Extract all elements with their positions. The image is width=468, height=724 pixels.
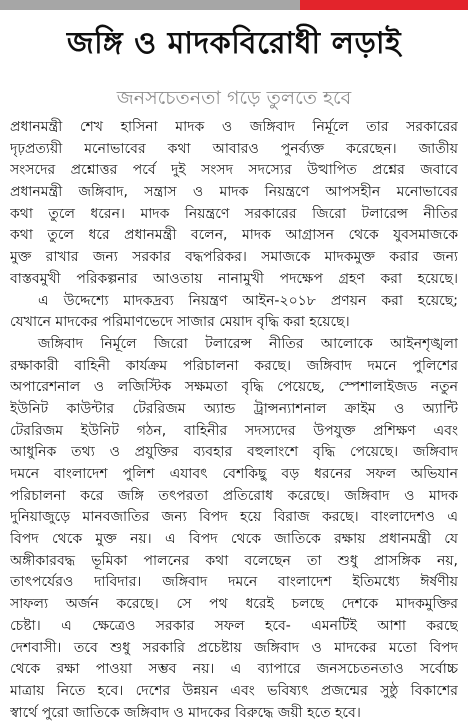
article-body-line: সংসদের প্রশ্নোত্তর পর্বে দুই সংসদ সদস্যের উত্থাপিত প্রশ্নের জবাবে: [10, 162, 458, 179]
article-body-line: মাত্রায় নিতে হবে। দেশের উন্নয়ন এবং ভবিষ্যৎ প্রজন্মের সুষ্ঠু বিকাশের: [10, 682, 458, 699]
article-body-line: আধুনিক তথ্য ও প্রযুক্তির ব্যবহার বহুলাংশে বৃদ্ধি পেয়েছে। জঙ্গিবাদ: [10, 444, 458, 461]
article-body-line: টেররিজম ইউনিট গঠন, বাহিনীর সদস্যদের উপযুক্ত প্রশিক্ষণ এবং: [10, 422, 458, 439]
top-color-bar: [0, 0, 468, 10]
article-body-line: দেশবাসী। তবে শুধু সরকারি প্রচেষ্টায় জঙ্গিবাদ ও মাদকের মতো বিপদ: [10, 639, 458, 656]
article-body-line: তাৎপর্যেরও দাবিদার। জঙ্গিবাদ দমনে বাংলাদেশ ইতিমধ্যে ঈর্ষণীয়: [10, 574, 458, 591]
article-body-line: দমনে বাংলাদেশ পুলিশ এযাবৎ বেশকিছু বড় ধরনের সফল অভিযান: [10, 466, 458, 482]
article-body-line: কথা তুলে ধরেন। মাদক নিয়ন্ত্রণে সরকারের জিরো টলারেন্স নীতির: [10, 205, 458, 222]
top-bar-red-segment: [300, 0, 468, 10]
article-body-line: প্রধানমন্ত্রী শেখ হাসিনা মাদক ও জঙ্গিবাদ নির্মূলে তার সরকারের: [10, 119, 458, 135]
article-body-line: সাফল্য অর্জন করেছে। সে পথ ধরেই চলছে দেশকে মাদকমুক্তির: [10, 596, 458, 613]
article-body-line: দৃঢ়প্রত্যয়ী মনোভাবের কথা আবারও পুনর্ব্যক্ত করেছেন। জাতীয়: [10, 140, 458, 157]
article-body-line: প্রধানমন্ত্রী জঙ্গিবাদ, সন্ত্রাস ও মাদক নিয়ন্ত্রণে আপসহীন মনোভাবের: [10, 184, 458, 201]
article-body: [10, 117, 458, 724]
article-body-line: বিপদ থেকে মুক্ত নয়। এ বিপদ থেকে জাতিকে রক্ষায় প্রধানমন্ত্রী যে: [10, 531, 458, 548]
article-body-line: চেষ্টা। এ ক্ষেত্রেও সরকার সফল হবে- এমনটিই আশা করছে: [10, 617, 458, 634]
article-body-line: থেকে রক্ষা পাওয়া সম্ভব নয়। এ ব্যাপারে জনসচেতনতাও সর্বোচ্চ: [10, 661, 458, 678]
article-body-line: অঙ্গীকারবদ্ধ ভূমিকা পালনের কথা বলেছেন তা শুধু প্রাসঙ্গিক নয়,: [10, 552, 458, 569]
article-body-line: বাস্তবমুখী পরিকল্পনার আওতায় নানামুখী পদক্ষেপ গ্রহণ করা হয়েছে।: [10, 270, 458, 287]
article-body-line: মুক্ত রাখার জন্য সরকার বদ্ধপরিকর। সমাজকে মাদকমুক্ত করার জন্য: [10, 249, 458, 266]
article-body-line: যেখানে মাদকের পরিমাণভেদে সাজার মেয়াদ বৃদ্ধি করা হয়েছে।: [10, 314, 350, 331]
article-body-line: কথা তুলে ধরে প্রধানমন্ত্রী বলেন, মাদক আগ্রাসন থেকে যুবসমাজকে: [10, 227, 458, 244]
article-body-line: অপারেশনাল ও লজিস্টিক সক্ষমতা বৃদ্ধি পেয়েছে, স্পেশালাইজড নতুন: [10, 379, 458, 396]
article-body-line: দুনিয়াজুড়ে মানবজাতির জন্য বিপদ হয়ে বিরাজ করছে। বাংলাদেশও এ: [10, 509, 458, 526]
article-body-line: জঙ্গিবাদ নির্মূলে জিরো টলারেন্স নীতির আলোকে আইনশৃঙ্খলা: [38, 335, 458, 352]
article-subheadline: জনসচেতনতা গড়ে তুলতে হবে: [116, 87, 352, 109]
article-body-line: পরিচালনা করে জঙ্গি তৎপরতা প্রতিরোধ করেছে। জঙ্গিবাদ ও মাদক: [10, 487, 458, 504]
article-body-line: ইউনিট কাউন্টার টেররিজম অ্যান্ড ট্রান্সন্যাশনাল ক্রাইম ও অ্যান্টি: [10, 400, 458, 417]
article-body-line: রক্ষাকারী বাহিনী কার্যক্রম পরিচালনা করছে। জঙ্গিবাদ দমনে পুলিশের: [10, 357, 458, 374]
article-headline: জঙ্গি ও মাদকবিরোধী লড়াই: [66, 26, 402, 61]
top-bar-grey-segment: [0, 0, 300, 10]
article-body-line: স্বার্থে পুরো জাতিকে জঙ্গিবাদ ও মাদকের বিরুদ্ধে জয়ী হতে হবে।: [10, 704, 361, 721]
article-body-line: এ উদ্দেশ্যে মাদকদ্রব্য নিয়ন্ত্রণ আইন-২০১৮ প্রণয়ন করা হয়েছে;: [38, 292, 458, 309]
